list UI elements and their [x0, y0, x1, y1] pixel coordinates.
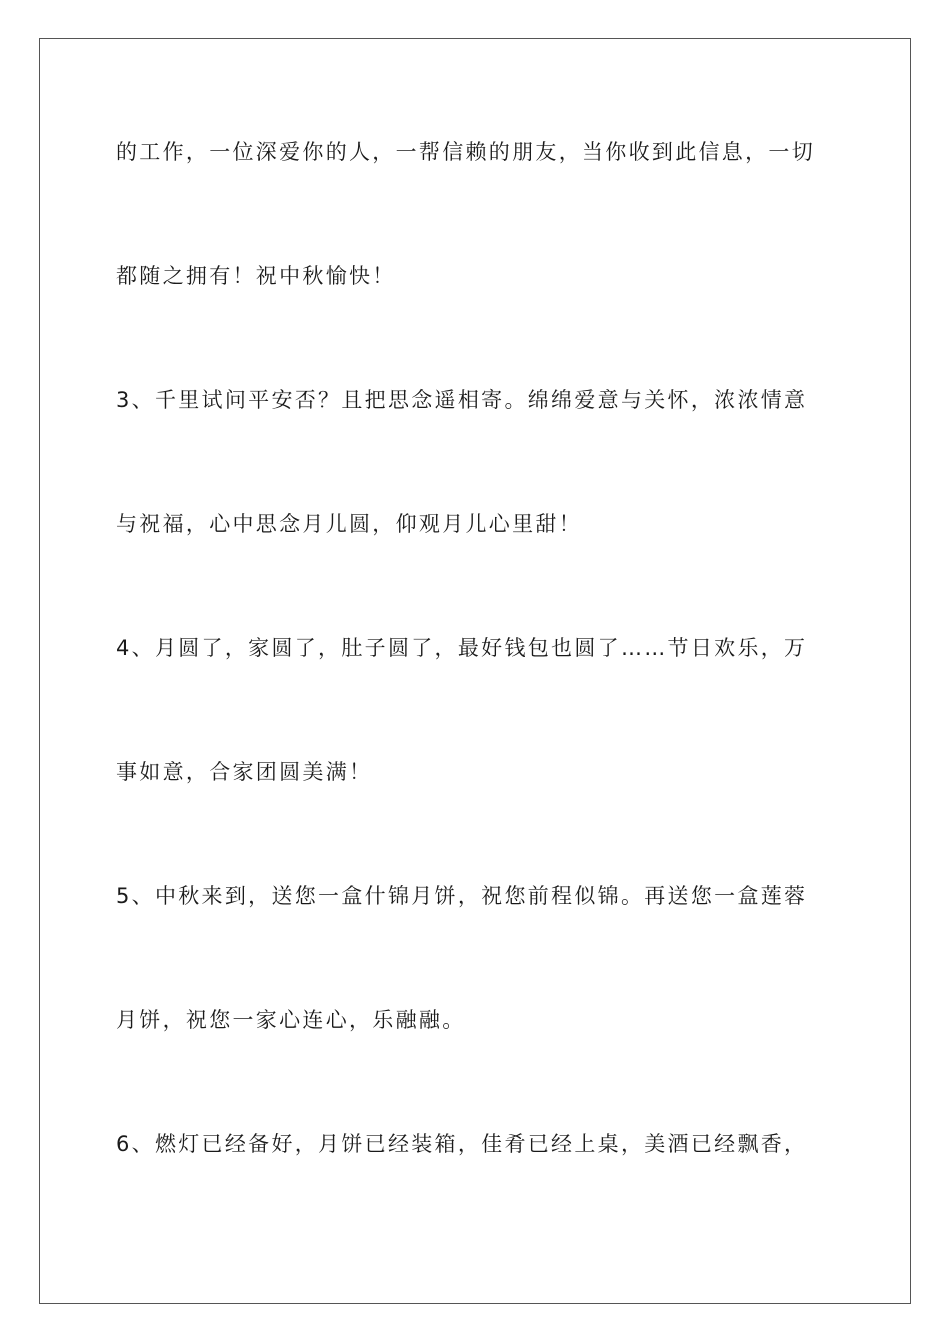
- page-border: [39, 38, 911, 1304]
- text-line-8: 月饼，祝您一家心连心，乐融融。: [116, 1008, 466, 1032]
- text-line-5: 4、月圆了，家圆了，肚子圆了，最好钱包也圆了……节日欢乐，万: [116, 636, 808, 660]
- text-line-3: 3、千里试问平安否？且把思念遥相寄。绵绵爱意与关怀，浓浓情意: [116, 388, 808, 412]
- text-line-2: 都随之拥有！祝中秋愉快！: [116, 264, 396, 288]
- text-line-7: 5、中秋来到，送您一盒什锦月饼，祝您前程似锦。再送您一盒莲蓉: [116, 884, 808, 908]
- text-line-1: 的工作，一位深爱你的人，一帮信赖的朋友，当你收到此信息，一切: [116, 140, 815, 164]
- text-line-4: 与祝福，心中思念月儿圆，仰观月儿心里甜！: [116, 512, 582, 536]
- text-line-6: 事如意，合家团圆美满！: [116, 760, 373, 784]
- text-line-9: 6、燃灯已经备好，月饼已经装箱，佳肴已经上桌，美酒已经飘香，: [116, 1132, 808, 1156]
